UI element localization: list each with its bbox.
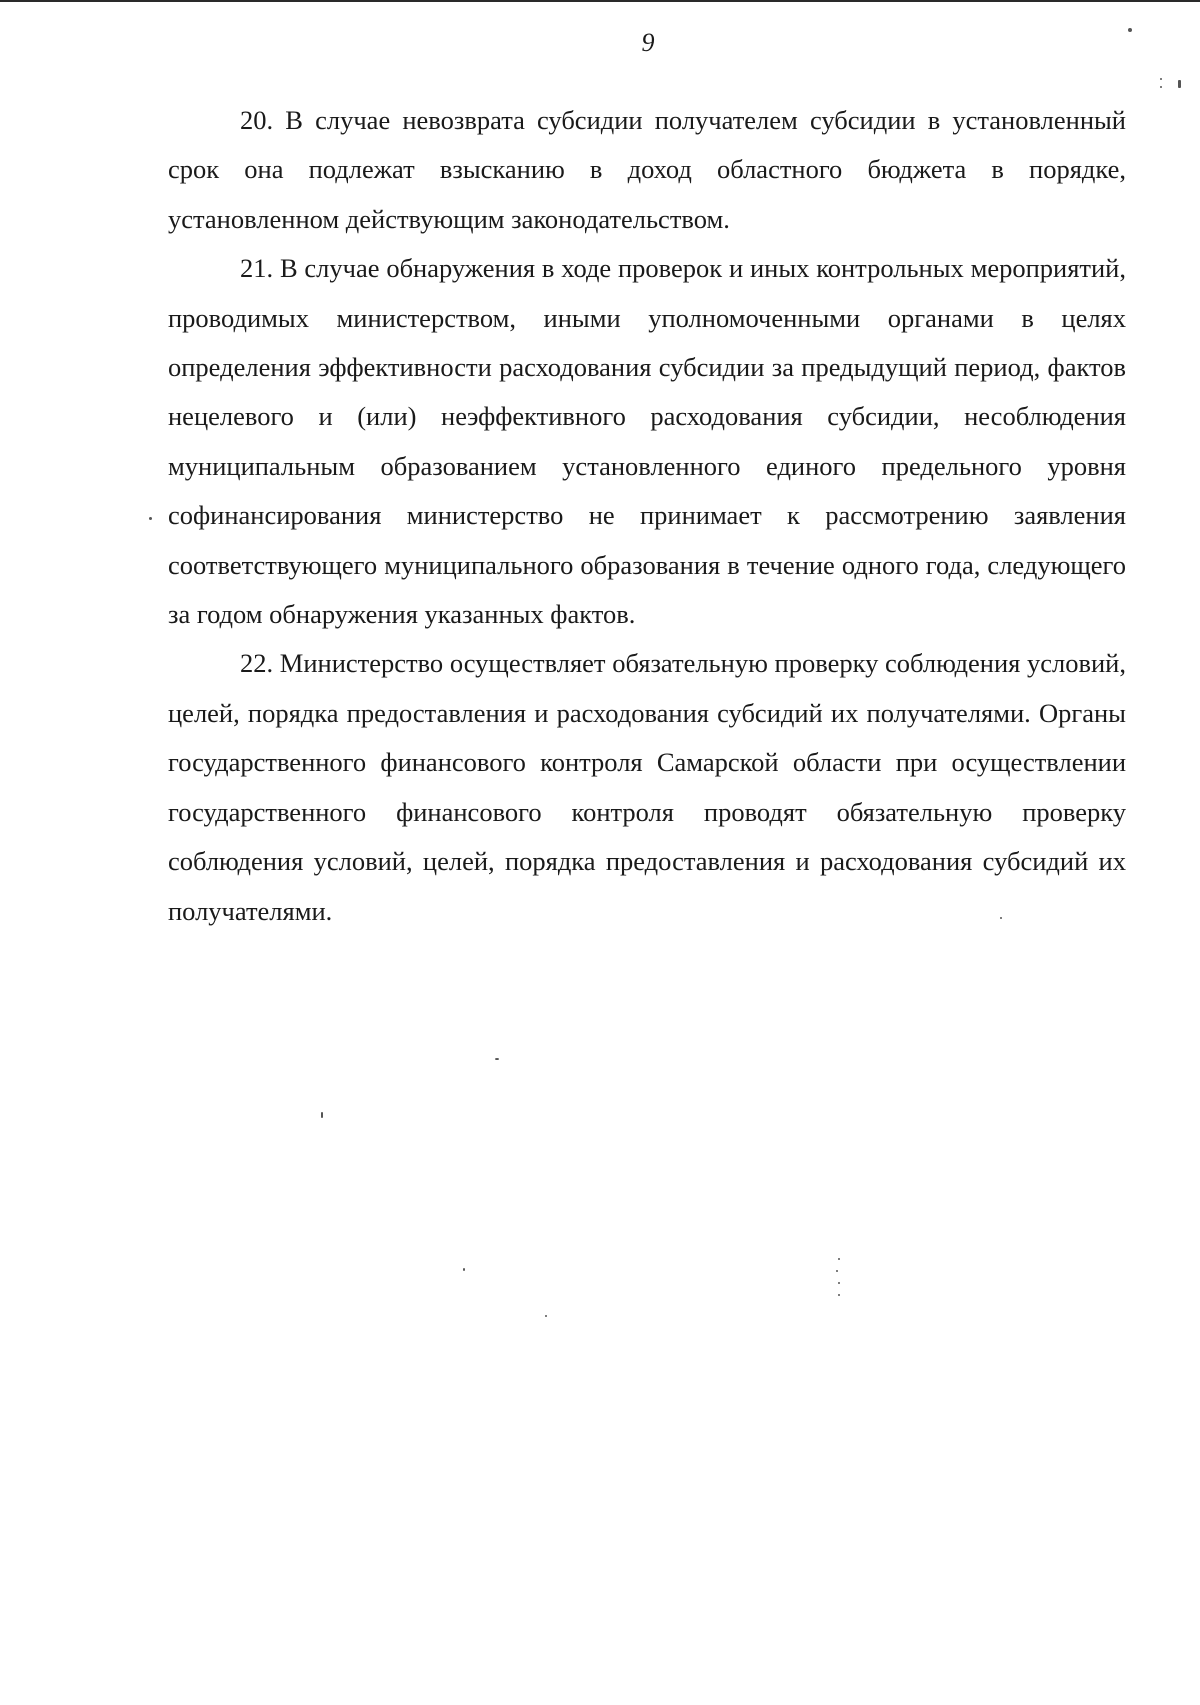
scan-speck	[1160, 78, 1162, 80]
scan-speck	[463, 1268, 465, 1271]
scan-speck	[545, 1315, 547, 1317]
scan-speck	[836, 1270, 838, 1272]
document-body	[168, 96, 1126, 936]
scan-speck	[1128, 28, 1132, 32]
scan-speck	[1178, 80, 1181, 88]
scan-speck	[495, 1058, 499, 1060]
scan-speck	[838, 1282, 840, 1284]
scan-top-edge	[0, 0, 1200, 2]
scan-speck	[1000, 917, 1002, 919]
scan-speck	[838, 1258, 840, 1260]
scan-speck	[1160, 86, 1162, 88]
scan-speck	[149, 517, 152, 520]
paragraph-20: 20. В случае невозврата субсидии получателем субсидии в установленный срок она подлежат взысканию в доход областного бюджета в порядке, установленном действующим законодательством.	[168, 105, 1126, 234]
paragraph-22: 22. Министерство осуществляет обязательную проверку соблюдения условий, целей, порядка предоставления и расходования субсидий их получателями. Органы государственного финансового контроля Самарской области при осуществлении государственного финансового контроля проводят обязательную проверку соблюдения условий, целей, порядка предоставления и расходования субсидий их получателями.	[168, 648, 1126, 926]
scan-speck	[838, 1294, 840, 1296]
page-number: 9	[641, 28, 655, 57]
paragraph-21: 21. В случае обнаружения в ходе проверок и иных контрольных мероприятий, проводимых министерством, иными уполномоченными органами в целях определения эффективности расходования субсидии за предыдущий период, фактов нецелевого и (или) неэффективного расходования субсидии, несоблюдения муниципальным образованием установленного единого предельного уровня софинансирования министерство не принимает к рассмотрению заявления соответствующего муниципального образования в течение одного года, следующего за годом обнаружения указанных фактов.	[168, 253, 1126, 630]
scan-speck	[321, 1112, 323, 1118]
